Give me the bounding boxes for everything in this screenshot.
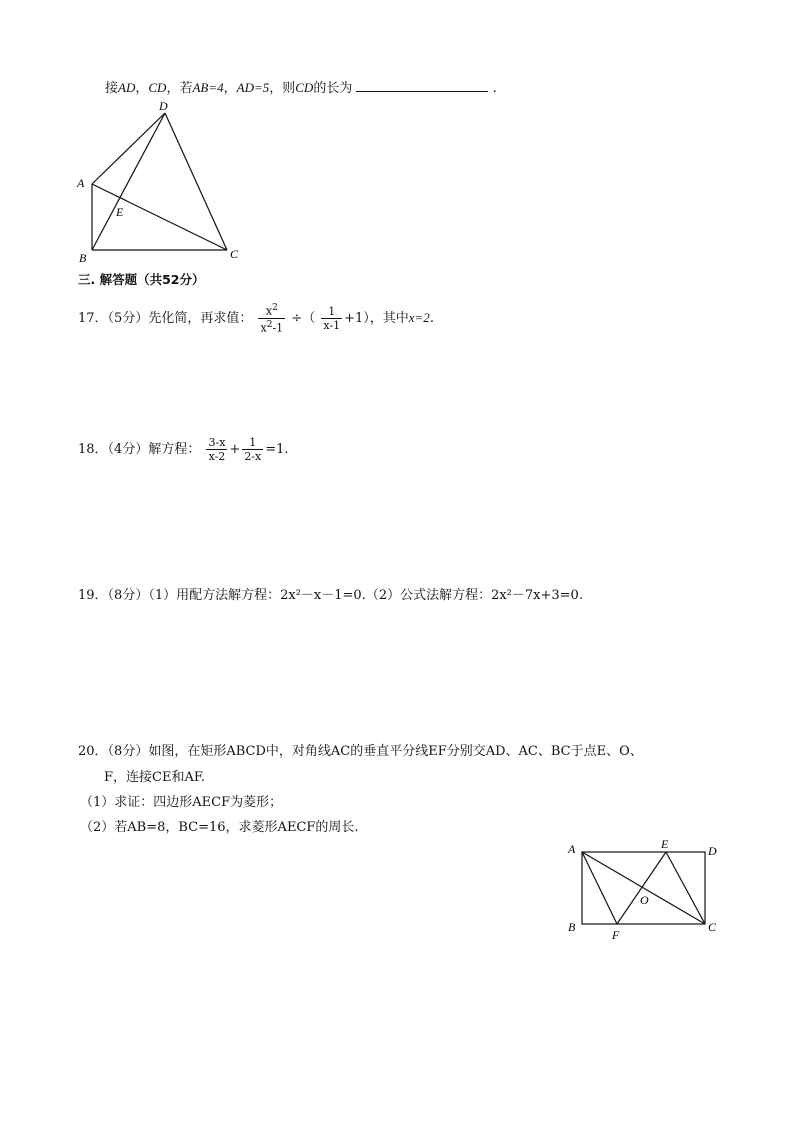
seg-AC xyxy=(582,852,705,924)
q20-line1: 如图，在矩形ABCD中，对角线AC的垂直平分线EF分别交AD、AC、BC于点E、O、 xyxy=(148,744,643,759)
q17-plus1: +1） xyxy=(344,311,370,326)
label-O: O xyxy=(640,893,649,907)
figure-rectangle xyxy=(560,836,730,944)
label-D: D xyxy=(708,844,717,858)
q17-cond: ，其中 xyxy=(369,311,409,326)
q16-ad: AD xyxy=(118,80,136,95)
question-18 xyxy=(78,430,289,470)
q16-sep1: ， xyxy=(135,81,149,96)
q19-part2: （2）公式法解方程：2x²－7x+3=0. xyxy=(365,588,583,603)
seg-AD xyxy=(92,113,165,184)
q16-tail-line xyxy=(105,77,497,96)
q20-score: （8分） xyxy=(107,744,149,759)
q16-ad-eq: AD=5 xyxy=(236,80,270,95)
q16-ab-eq: AB=4 xyxy=(192,80,224,95)
q17-number: 17． xyxy=(78,311,108,326)
q17-f2-num: 1 xyxy=(321,305,342,319)
q20-number: 20． xyxy=(78,744,108,759)
question-19 xyxy=(78,584,583,603)
q17-score: （5分） xyxy=(107,311,149,326)
q17-fraction-1 xyxy=(258,302,285,334)
label-A: A xyxy=(568,842,576,856)
q20-line2: F，连接CE和AF. xyxy=(104,770,205,785)
q18-f2-num: 1 xyxy=(242,436,263,450)
q18-rhs: =1. xyxy=(265,442,289,457)
q18-fraction-2 xyxy=(242,436,263,463)
q16-cd: CD xyxy=(148,80,167,95)
q17-f1-den-tail: -1 xyxy=(272,321,284,335)
q16-cd2: CD xyxy=(295,80,314,95)
q18-f1-num: 3-x xyxy=(208,436,226,449)
seg-BD xyxy=(92,113,165,250)
q18-text: 解方程： xyxy=(148,442,201,457)
label-B: B xyxy=(568,920,576,934)
label-E: E xyxy=(661,837,669,851)
q17-f2-den: x-1 xyxy=(323,319,341,332)
q18-f1-den: x-2 xyxy=(208,450,226,463)
q18-number: 18． xyxy=(78,442,108,457)
q16-mid2: ，则 xyxy=(269,81,296,96)
q17-op: ÷（ xyxy=(291,311,316,326)
section-heading: 三. 解答题（共52分） xyxy=(78,272,205,287)
q19-number: 19． xyxy=(78,588,108,603)
q16-prefix: 接 xyxy=(105,81,119,96)
seg-EF xyxy=(617,852,666,924)
q17-end: . xyxy=(429,311,434,326)
q17-fraction-2 xyxy=(321,305,342,332)
label-E: E xyxy=(116,205,124,219)
q17-f1-num-exp: 2 xyxy=(272,303,278,314)
label-B: B xyxy=(79,251,87,265)
q16-sep2: ， xyxy=(223,81,237,96)
label-A: A xyxy=(77,176,85,190)
seg-AC xyxy=(92,184,227,250)
figure-quadrilateral xyxy=(70,96,250,268)
q16-mid1: ，若 xyxy=(166,81,193,96)
label-F: F xyxy=(612,928,620,942)
label-D: D xyxy=(159,99,168,113)
q18-f2-den: 2-x xyxy=(244,450,262,463)
q17-x-eq: x=2 xyxy=(408,310,430,325)
q16-suffix: 的长为 xyxy=(313,81,353,96)
question-20 xyxy=(78,740,643,759)
q20-sub1: （1）求证：四边形AECF为菱形； xyxy=(80,795,283,810)
seg-DC xyxy=(165,113,227,250)
q16-end: . xyxy=(492,81,497,96)
q18-plus: + xyxy=(229,442,241,457)
label-C: C xyxy=(708,920,717,934)
q20-sub2: （2）若AB=8，BC=16，求菱形AECF的周长. xyxy=(80,820,359,835)
q17-f1-den: x xyxy=(260,321,267,335)
answer-blank[interactable] xyxy=(356,79,488,92)
q19-part1: （1）用配方法解方程：2x²－x－1=0. xyxy=(148,588,366,603)
q17-f1-num: x xyxy=(265,305,273,318)
q17-text: 先化简，再求值： xyxy=(148,311,253,326)
question-17 xyxy=(78,298,434,339)
label-C: C xyxy=(230,247,239,261)
q18-score: （4分） xyxy=(107,442,149,457)
q18-fraction-1 xyxy=(206,436,227,463)
q19-score: （8分） xyxy=(107,588,149,603)
q17-f1-den-exp: 2 xyxy=(266,320,273,330)
